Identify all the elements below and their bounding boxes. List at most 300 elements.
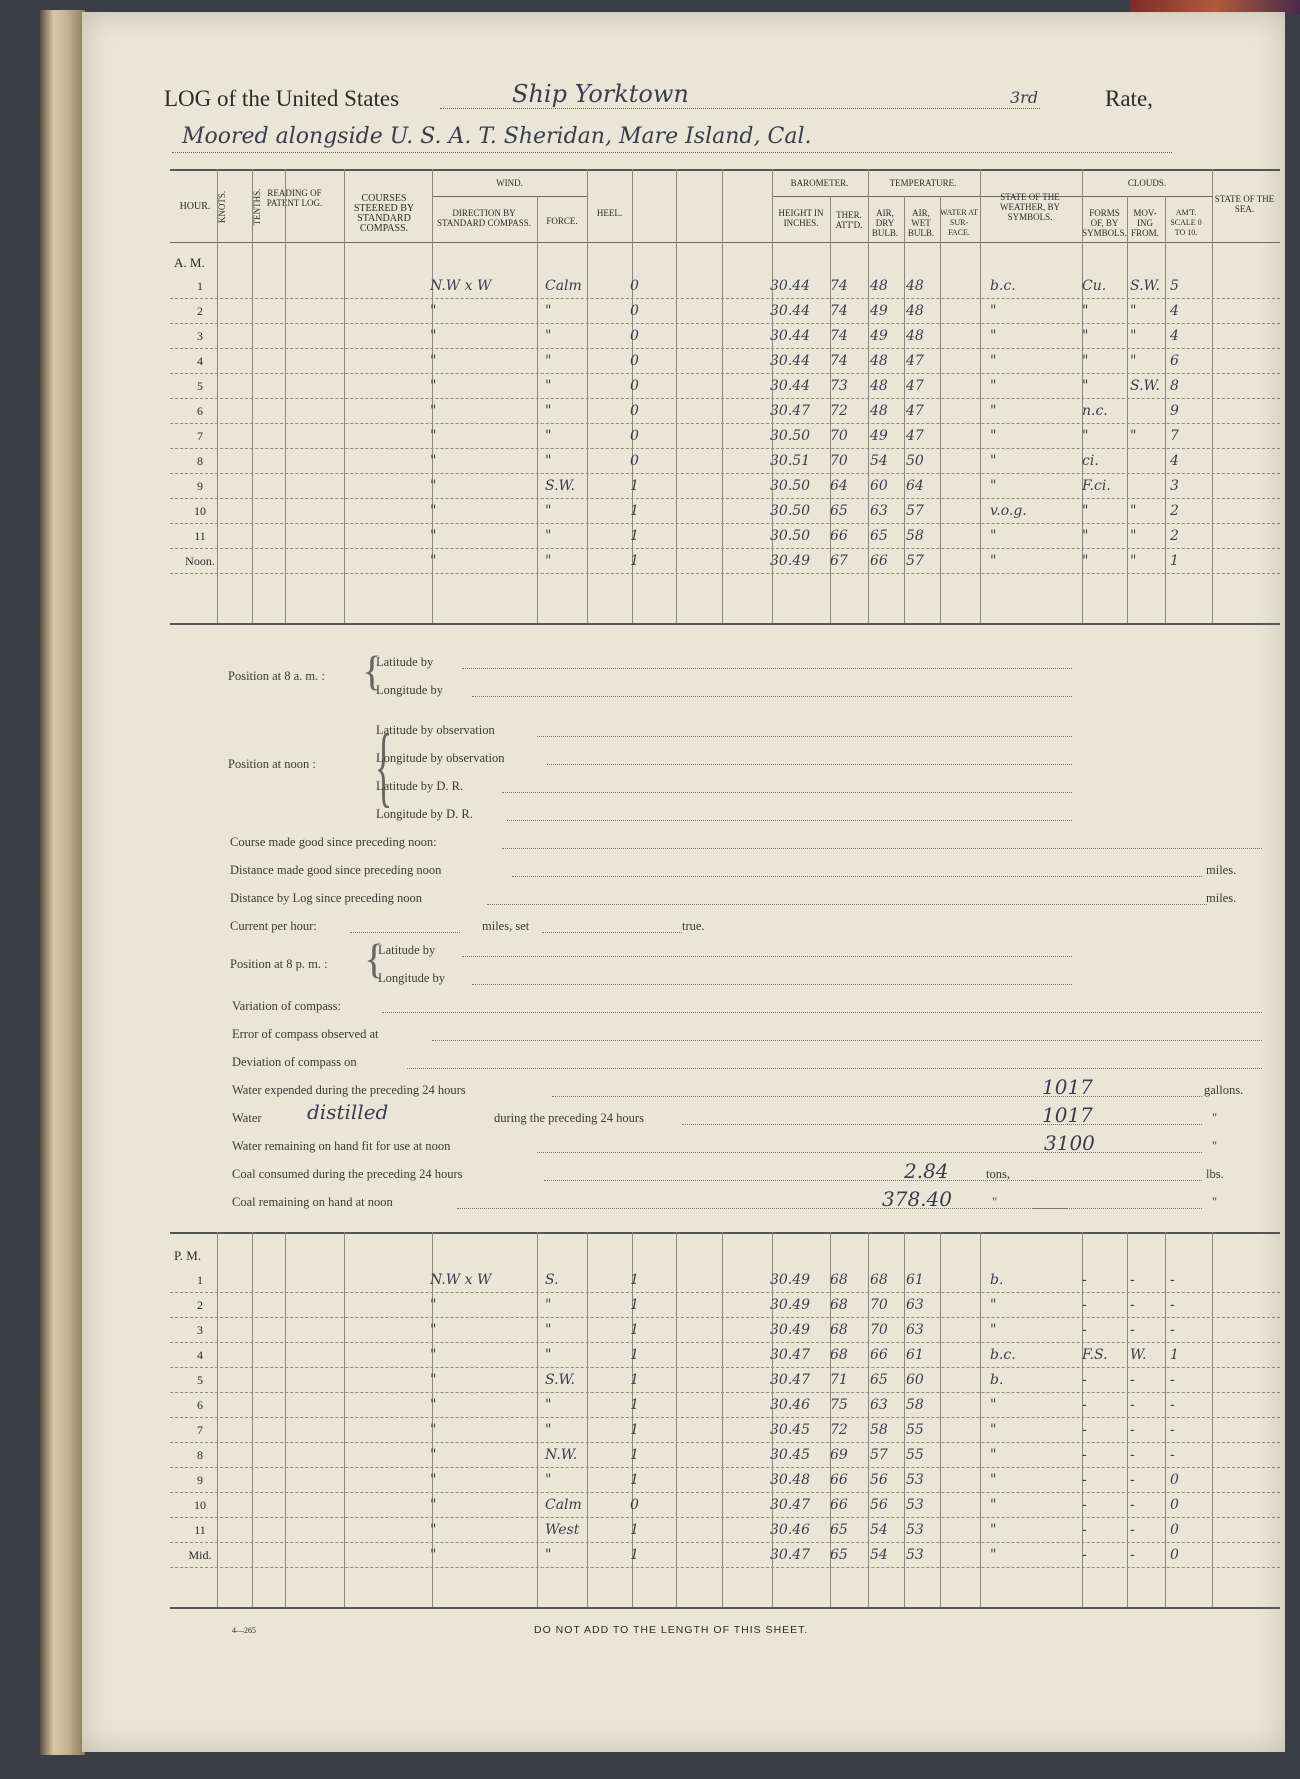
col-patent-log: READING OF PATENT LOG. xyxy=(266,188,323,208)
am-cell-baro: 30.51 xyxy=(770,453,811,469)
am-cell-ther: 74 xyxy=(830,303,848,319)
am-cell-weather: " xyxy=(990,328,997,344)
pm-cell-amt: 0 xyxy=(1170,1497,1179,1513)
am-cell-weather: b.c. xyxy=(990,278,1016,294)
pm-cell-course: " xyxy=(430,1372,437,1388)
am-cell-force: 0 xyxy=(630,378,639,394)
am-cell-baro: 30.44 xyxy=(770,378,811,394)
am-cell-weather: " xyxy=(990,303,997,319)
am-cell-amt: 8 xyxy=(1170,378,1179,394)
col-tenths: TENTHS. xyxy=(252,188,262,226)
pm-cell-force: 1 xyxy=(630,1272,639,1288)
pm-cell-forms: - xyxy=(1082,1422,1087,1438)
water-expended-label: Water expended during the preceding 24 hours xyxy=(232,1083,466,1097)
pm-cell-force: 1 xyxy=(630,1547,639,1563)
pm-cell-course: " xyxy=(430,1522,437,1538)
pm-cell-baro: 30.49 xyxy=(770,1272,811,1288)
pm-cell-hour: 8 xyxy=(197,1448,203,1462)
pm-cell-wet: 60 xyxy=(906,1372,924,1388)
pm-cell-dry: 65 xyxy=(870,1372,888,1388)
pm-row xyxy=(170,1468,1280,1493)
pm-cell-ther: 69 xyxy=(830,1447,848,1463)
pm-cell-course: " xyxy=(430,1472,437,1488)
am-cell-forms: n.c. xyxy=(1082,403,1108,419)
pm-cell-ther: 66 xyxy=(830,1497,848,1513)
form-number: 4—265 xyxy=(232,1626,256,1635)
am-cell-moving: " xyxy=(1130,328,1137,344)
am-cell-wet: 47 xyxy=(906,428,924,444)
miles-label: miles. xyxy=(1206,863,1237,877)
pm-cell-wind: West xyxy=(545,1522,580,1538)
am-cell-course: " xyxy=(430,403,437,419)
am-cell-weather: v.o.g. xyxy=(990,503,1027,519)
am-cell-amt: 4 xyxy=(1170,328,1179,344)
pm-cell-wind: " xyxy=(545,1297,552,1313)
col-sea: STATE OF THE SEA. xyxy=(1214,194,1275,214)
pm-cell-force: 1 xyxy=(630,1422,639,1438)
pm-cell-amt: - xyxy=(1170,1272,1175,1288)
pm-cell-wind: " xyxy=(545,1397,552,1413)
pm-cell-wet: 63 xyxy=(906,1322,924,1338)
am-cell-dry: 48 xyxy=(870,353,888,369)
am-cell-wind: " xyxy=(545,353,552,369)
pm-cell-amt: - xyxy=(1170,1297,1175,1313)
am-cell-wind: Calm xyxy=(545,278,582,294)
am-cell-dry: 60 xyxy=(870,478,888,494)
pm-cell-ther: 68 xyxy=(830,1272,848,1288)
am-cell-wind: S.W. xyxy=(545,478,575,494)
current-per-hour: Current per hour: xyxy=(230,919,317,933)
am-cell-wet: 48 xyxy=(906,303,924,319)
pm-cell-weather: b. xyxy=(990,1272,1004,1288)
pm-cell-forms: - xyxy=(1082,1272,1087,1288)
am-cell-wind: " xyxy=(545,428,552,444)
deviation-of-compass: Deviation of compass on xyxy=(232,1055,357,1069)
am-cell-ther: 66 xyxy=(830,528,848,544)
am-cell-force: 1 xyxy=(630,553,639,569)
am-cell-wet: 48 xyxy=(906,278,924,294)
pm-cell-baro: 30.47 xyxy=(770,1497,811,1513)
pm-cell-ther: 68 xyxy=(830,1322,848,1338)
pm-cell-baro: 30.46 xyxy=(770,1522,811,1538)
am-cell-amt: 5 xyxy=(1170,278,1179,294)
pm-cell-moving: - xyxy=(1130,1272,1135,1288)
am-cell-amt: 2 xyxy=(1170,528,1179,544)
am-cell-forms: " xyxy=(1082,553,1089,569)
am-cell-course: " xyxy=(430,303,437,319)
sheet-notice: DO NOT ADD TO THE LENGTH OF THIS SHEET. xyxy=(534,1624,809,1636)
pm-row xyxy=(170,1543,1280,1568)
am-cell-weather: " xyxy=(990,378,997,394)
pm-cell-force: 1 xyxy=(630,1472,639,1488)
am-label: A. M. xyxy=(174,255,205,270)
am-cell-forms: " xyxy=(1082,303,1089,319)
ship-rate-number: 3rd xyxy=(1010,88,1039,107)
am-cell-baro: 30.50 xyxy=(770,528,811,544)
lon-by-8pm: Longitude by xyxy=(378,971,446,985)
water-distilled-value: 1017 xyxy=(1042,1103,1093,1127)
pm-cell-hour: 1 xyxy=(197,1273,203,1287)
am-cell-force: 0 xyxy=(630,303,639,319)
pos-8am-label: Position at 8 a. m. : xyxy=(228,669,325,683)
am-cell-baro: 30.44 xyxy=(770,303,811,319)
pos-noon-label: Position at noon : xyxy=(228,757,316,771)
am-cell-course: " xyxy=(430,378,437,394)
true-label: true. xyxy=(682,919,705,933)
am-cell-wet: 47 xyxy=(906,378,924,394)
am-cell-dry: 49 xyxy=(870,328,888,344)
am-cell-dry: 49 xyxy=(870,428,888,444)
am-cell-force: 0 xyxy=(630,428,639,444)
col-baro-ther: THER. ATT'D. xyxy=(835,210,863,230)
am-row xyxy=(170,299,1280,324)
pm-cell-dry: 56 xyxy=(870,1472,888,1488)
pm-row xyxy=(170,1443,1280,1468)
am-cell-amt: 6 xyxy=(1170,353,1179,369)
am-cell-weather: " xyxy=(990,453,997,469)
pm-cell-dry: 63 xyxy=(870,1397,888,1413)
am-cell-wet: 50 xyxy=(906,453,924,469)
am-cell-course: " xyxy=(430,428,437,444)
am-cell-hour: Noon. xyxy=(185,554,215,568)
coal-remaining-label: Coal remaining on hand at noon xyxy=(232,1195,393,1209)
am-cell-course: " xyxy=(430,478,437,494)
am-cell-ther: 72 xyxy=(830,403,848,419)
pm-cell-baro: 30.49 xyxy=(770,1297,811,1313)
am-cell-moving: " xyxy=(1130,303,1137,319)
pm-cell-forms: F.S. xyxy=(1082,1347,1108,1363)
miles-label-2: miles. xyxy=(1206,891,1237,905)
pm-cell-baro: 30.47 xyxy=(770,1547,811,1563)
pm-cell-wind: N.W. xyxy=(545,1447,578,1463)
pm-cell-hour: 9 xyxy=(197,1473,203,1487)
ditto-mark-1: " xyxy=(1212,1111,1218,1125)
am-cell-hour: 4 xyxy=(197,354,203,368)
am-row xyxy=(170,399,1280,424)
pm-cell-force: 1 xyxy=(630,1297,639,1313)
am-row xyxy=(170,374,1280,399)
am-row xyxy=(170,424,1280,449)
pm-cell-moving: - xyxy=(1130,1297,1135,1313)
pm-cell-wind: " xyxy=(545,1472,552,1488)
am-cell-baro: 30.47 xyxy=(770,403,811,419)
pm-cell-hour: 4 xyxy=(197,1348,203,1362)
water-during-label: during the preceding 24 hours xyxy=(494,1111,644,1125)
am-cell-forms: ci. xyxy=(1082,453,1099,469)
lon-obs: Longitude by observation xyxy=(376,751,505,765)
pm-cell-moving: - xyxy=(1130,1447,1135,1463)
pm-cell-wet: 61 xyxy=(906,1347,924,1363)
pm-cell-weather: " xyxy=(990,1547,997,1563)
coal-consumed-value: 2.84 xyxy=(904,1159,949,1183)
am-cell-ther: 74 xyxy=(830,353,848,369)
pm-cell-weather: " xyxy=(990,1497,997,1513)
lon-dr: Longitude by D. R. xyxy=(376,807,473,821)
am-cell-moving: " xyxy=(1130,503,1137,519)
pm-cell-force: 1 xyxy=(630,1397,639,1413)
pm-cell-forms: - xyxy=(1082,1472,1087,1488)
am-cell-course: N.W x W xyxy=(430,278,492,294)
am-cell-amt: 7 xyxy=(1170,428,1179,444)
am-cell-force: 0 xyxy=(630,278,639,294)
pm-cell-ther: 71 xyxy=(830,1372,848,1388)
am-row xyxy=(170,449,1280,474)
pm-cell-weather: " xyxy=(990,1322,997,1338)
pm-cell-course: " xyxy=(430,1347,437,1363)
am-row xyxy=(170,549,1280,574)
am-cell-wet: 48 xyxy=(906,328,924,344)
pm-cell-course: " xyxy=(430,1497,437,1513)
pm-cell-dry: 66 xyxy=(870,1347,888,1363)
am-cell-moving: " xyxy=(1130,553,1137,569)
am-cell-force: 0 xyxy=(630,328,639,344)
am-cell-dry: 65 xyxy=(870,528,888,544)
pm-row xyxy=(170,1293,1280,1318)
pm-cell-ther: 66 xyxy=(830,1472,848,1488)
am-cell-weather: " xyxy=(990,528,997,544)
ditto-mark-4: " xyxy=(1212,1195,1218,1209)
am-row xyxy=(170,524,1280,549)
am-cell-baro: 30.50 xyxy=(770,428,811,444)
col-wind-force: FORCE. xyxy=(546,216,578,226)
am-cell-wind: " xyxy=(545,553,552,569)
am-cell-dry: 48 xyxy=(870,403,888,419)
lat-dr: Latitude by D. R. xyxy=(376,779,464,793)
pm-cell-course: " xyxy=(430,1547,437,1563)
am-cell-baro: 30.49 xyxy=(770,553,811,569)
am-cell-moving: " xyxy=(1130,353,1137,369)
pm-cell-weather: " xyxy=(990,1297,997,1313)
pm-cell-dry: 70 xyxy=(870,1297,888,1313)
col-cloud-moving: MOV-ING FROM. xyxy=(1131,208,1159,238)
am-cell-forms: " xyxy=(1082,378,1089,394)
pm-cell-hour: 3 xyxy=(197,1323,203,1337)
am-cell-moving: S.W. xyxy=(1130,378,1160,394)
pm-cell-wet: 53 xyxy=(906,1522,924,1538)
am-cell-amt: 9 xyxy=(1170,403,1179,419)
pm-cell-weather: " xyxy=(990,1522,997,1538)
col-temperature: TEMPERATURE. xyxy=(889,178,957,188)
am-cell-amt: 4 xyxy=(1170,303,1179,319)
am-cell-baro: 30.44 xyxy=(770,328,811,344)
pm-cell-moving: - xyxy=(1130,1322,1135,1338)
pm-cell-baro: 30.49 xyxy=(770,1322,811,1338)
pm-cell-wind: " xyxy=(545,1347,552,1363)
am-cell-baro: 30.44 xyxy=(770,353,811,369)
am-row xyxy=(170,274,1280,299)
pm-cell-force: 0 xyxy=(630,1497,639,1513)
pm-cell-course: N.W x W xyxy=(430,1272,492,1288)
pm-row xyxy=(170,1368,1280,1393)
am-cell-hour: 3 xyxy=(197,329,203,343)
water-remaining-value: 3100 xyxy=(1044,1131,1095,1155)
water-remaining-label: Water remaining on hand fit for use at noon xyxy=(232,1139,451,1153)
am-cell-ther: 67 xyxy=(830,553,848,569)
pm-cell-dry: 68 xyxy=(870,1272,888,1288)
mooring-location: Moored alongside U. S. A. T. Sheridan, Mare Island, Cal. xyxy=(182,124,812,149)
error-of-compass: Error of compass observed at xyxy=(232,1027,379,1041)
am-cell-weather: " xyxy=(990,403,997,419)
col-barometer: BAROMETER. xyxy=(790,178,849,188)
am-row xyxy=(170,324,1280,349)
am-cell-wind: " xyxy=(545,528,552,544)
miles-set: miles, set xyxy=(482,919,530,933)
coal-remaining-value: 378.40 xyxy=(882,1187,952,1211)
pm-label: P. M. xyxy=(174,1248,202,1263)
pm-cell-amt: 1 xyxy=(1170,1347,1179,1363)
pm-cell-ther: 65 xyxy=(830,1522,848,1538)
water-label: Water xyxy=(232,1111,262,1125)
pm-cell-amt: 0 xyxy=(1170,1522,1179,1538)
pm-cell-amt: 0 xyxy=(1170,1547,1179,1563)
pm-cell-amt: - xyxy=(1170,1397,1175,1413)
am-cell-wind: " xyxy=(545,453,552,469)
am-cell-wind: " xyxy=(545,503,552,519)
pm-cell-wet: 55 xyxy=(906,1422,924,1438)
am-cell-force: 1 xyxy=(630,528,639,544)
log-sheet: LOG of the United States Ship Yorktown 3rd Rate, Moored alongside U. S. A. T. Sheridan, Mare Island, Cal. HOUR. KNOTS. TENTHS. READING OF PATENT LOG. COURSES STEERED BY STANDARD COMPASS. WIND. DIRECTION BY STANDARD COMPASS. FORCE. HEEL. BAROMETER. HEIGHT IN INCHES. THER. ATT'D. TEMPERATURE. AIR, DRY BULB. AIR, WET BULB. WATER AT SUR-FACE. STATE OF THE WEATHER, BY SYMBOLS. CLOUDS. FORMS OF, BY SYMBOLS. MOV-ING FROM. AM'T. SCALE 0 TO 10. STATE OF THE SEA. A. M. 1 N.W x W Calm 0 30.44 74 48 48 b.c. Cu. S.W. 5 2 " " 0 30.44 74 49 48 " " " 4 3 " " 0 30.44 74 49 48 " " " 4 4 " " 0 30.44 74 48 47 " " " 6 5 " " 0 30.44 73 48 47 " " S.W. 8 6 " " 0 30.47 72 48 47 " n.c. 9 7 " " 0 30.50 70 49 47 " " " 7 8 " " 0 30.51 70 54 50 " ci. 4 9 " S.W. 1 30.50 64 60 64 " F.ci. 3 10 " " 1 30.50 65 63 57 v.o.g. " " 2 11 " " 1 30.50 66 65 58 " " " 2 Noon. " " 1 30.49 67 66 57 " " " 1 Position at 8 a. m. : { Latitude by Longitude by Position at noon : { Latitude by observation Longitude by observation Latitude by D. R. Longitude by D. R. Course made good since preceding noon: Distance made good since preceding noon miles. Distance by Log since preceding noon miles. Current per hour: miles, set true. Position at 8 p. m. : { Latitude by Longitude by Variation of compass: Error of compass observed at Deviation of compass on Water expended during the preceding 24 hours 1017 gallons. Water distilled during the preceding 24 hours 1017 " Water remaining on hand fit for use at noon 3100 " Coal consumed during the preceding 24 hours 2.84 tons, lbs. Coal remaining on hand at noon 378.40 " " P. M. 1 N.W x W S. 1 30.49 68 68 61 b. - - - 2 " " 1 30.49 68 70 63 " - - - 3 " " 1 30.49 68 70 63 " - - - 4 " " 1 30.47 68 66 61 b.c. F.S. W. 1 5 " S.W. 1 30.47 71 65 60 b. - - - 6 " " 1 30.46 75 63 58 " - - - 7 " " 1 30.45 72 58 55 " - - - 8 " N.W. 1 30.45 69 57 55 " - - - 9 " " 1 30.48 66 56 53 " - - 0 10 " Calm 0 30.47 66 56 53 " - - 0 11 " West 1 30.46 65 54 53 " - - 0 Mid. " " 1 30.47 65 54 53 " - - 0 4—265 DO NOT ADD TO THE LENGTH OF THIS SHEET. xyxy=(82,12,1285,1752)
tons-label: tons, xyxy=(986,1167,1010,1181)
am-cell-amt: 1 xyxy=(1170,553,1179,569)
am-cell-forms: Cu. xyxy=(1082,278,1107,294)
am-cell-wind: " xyxy=(545,303,552,319)
pm-cell-forms: - xyxy=(1082,1397,1087,1413)
pm-cell-ther: 65 xyxy=(830,1547,848,1563)
pm-cell-course: " xyxy=(430,1297,437,1313)
course-made-good: Course made good since preceding noon: xyxy=(230,835,437,849)
am-cell-dry: 48 xyxy=(870,378,888,394)
am-cell-hour: 10 xyxy=(194,504,206,518)
log-title: LOG of the United States xyxy=(164,86,400,111)
pm-cell-moving: W. xyxy=(1130,1347,1147,1363)
am-cell-dry: 48 xyxy=(870,278,888,294)
am-cell-ther: 64 xyxy=(830,478,848,494)
rate-label: Rate, xyxy=(1105,86,1153,111)
pm-cell-wind: " xyxy=(545,1547,552,1563)
pm-cell-dry: 54 xyxy=(870,1522,888,1538)
pm-cell-dry: 56 xyxy=(870,1497,888,1513)
pm-cell-weather: " xyxy=(990,1422,997,1438)
pm-cell-forms: - xyxy=(1082,1297,1087,1313)
am-cell-force: 0 xyxy=(630,403,639,419)
coal-consumed-label: Coal consumed during the preceding 24 hours xyxy=(232,1167,463,1181)
pm-row xyxy=(170,1343,1280,1368)
am-cell-course: " xyxy=(430,453,437,469)
am-cell-weather: " xyxy=(990,353,997,369)
pm-cell-course: " xyxy=(430,1422,437,1438)
pm-cell-wet: 53 xyxy=(906,1472,924,1488)
am-cell-weather: " xyxy=(990,428,997,444)
pm-cell-amt: - xyxy=(1170,1447,1175,1463)
pm-cell-moving: - xyxy=(1130,1397,1135,1413)
pm-cell-baro: 30.47 xyxy=(770,1347,811,1363)
pm-cell-wind: Calm xyxy=(545,1497,582,1513)
col-cloud-amount: AM'T. SCALE 0 TO 10. xyxy=(1170,208,1202,237)
pm-cell-wind: " xyxy=(545,1422,552,1438)
am-cell-baro: 30.44 xyxy=(770,278,811,294)
am-cell-wind: " xyxy=(545,403,552,419)
am-cell-wet: 57 xyxy=(906,503,924,519)
pm-cell-wind: S. xyxy=(545,1272,559,1288)
col-temp-dry: AIR, DRY BULB. xyxy=(871,208,899,238)
col-hour: HOUR. xyxy=(179,201,211,212)
pm-cell-amt: - xyxy=(1170,1372,1175,1388)
pm-row xyxy=(170,1493,1280,1518)
am-cell-forms: " xyxy=(1082,328,1089,344)
pm-cell-force: 1 xyxy=(630,1322,639,1338)
pm-cell-baro: 30.45 xyxy=(770,1422,811,1438)
am-cell-weather: " xyxy=(990,478,997,494)
pm-cell-forms: - xyxy=(1082,1447,1087,1463)
pm-cell-ther: 75 xyxy=(830,1397,848,1413)
pm-cell-force: 1 xyxy=(630,1522,639,1538)
am-cell-hour: 7 xyxy=(197,429,203,443)
am-cell-ther: 65 xyxy=(830,503,848,519)
pm-cell-wet: 55 xyxy=(906,1447,924,1463)
pm-cell-hour: 2 xyxy=(197,1298,203,1312)
am-cell-dry: 63 xyxy=(870,503,888,519)
am-cell-dry: 54 xyxy=(870,453,888,469)
pm-row xyxy=(170,1318,1280,1343)
lon-by-8am: Longitude by xyxy=(376,683,444,697)
pm-cell-dry: 58 xyxy=(870,1422,888,1438)
am-cell-course: " xyxy=(430,353,437,369)
am-cell-hour: 11 xyxy=(194,529,206,543)
am-cell-wind: " xyxy=(545,378,552,394)
pm-cell-ther: 72 xyxy=(830,1422,848,1438)
pm-cell-wind: " xyxy=(545,1322,552,1338)
am-cell-hour: 9 xyxy=(197,479,203,493)
col-cloud-forms: FORMS OF, BY SYMBOLS. xyxy=(1082,208,1127,238)
am-cell-baro: 30.50 xyxy=(770,503,811,519)
am-row xyxy=(170,499,1280,524)
am-cell-hour: 1 xyxy=(197,279,203,293)
pm-cell-moving: - xyxy=(1130,1547,1135,1563)
pm-row xyxy=(170,1393,1280,1418)
am-cell-ther: 70 xyxy=(830,453,848,469)
pm-cell-hour: 5 xyxy=(197,1373,203,1387)
pm-cell-wet: 63 xyxy=(906,1297,924,1313)
pm-cell-baro: 30.47 xyxy=(770,1372,811,1388)
pm-cell-weather: " xyxy=(990,1397,997,1413)
am-cell-wet: 64 xyxy=(906,478,924,494)
am-row xyxy=(170,474,1280,499)
am-cell-ther: 74 xyxy=(830,278,848,294)
am-cell-wet: 47 xyxy=(906,353,924,369)
pm-cell-forms: - xyxy=(1082,1497,1087,1513)
pm-row xyxy=(170,1518,1280,1543)
am-cell-hour: 6 xyxy=(197,404,203,418)
pm-cell-force: 1 xyxy=(630,1347,639,1363)
pm-cell-force: 1 xyxy=(630,1447,639,1463)
am-cell-forms: " xyxy=(1082,353,1089,369)
pm-cell-wet: 53 xyxy=(906,1547,924,1563)
pm-cell-forms: - xyxy=(1082,1372,1087,1388)
am-cell-force: 1 xyxy=(630,503,639,519)
pm-cell-course: " xyxy=(430,1447,437,1463)
am-cell-moving: " xyxy=(1130,528,1137,544)
pm-cell-moving: - xyxy=(1130,1472,1135,1488)
pm-cell-forms: - xyxy=(1082,1522,1087,1538)
am-cell-moving: S.W. xyxy=(1130,278,1160,294)
distance-made-good: Distance made good since preceding noon xyxy=(230,863,442,877)
am-cell-forms: " xyxy=(1082,503,1089,519)
pm-cell-dry: 54 xyxy=(870,1547,888,1563)
ditto-mark-3: " xyxy=(992,1195,998,1209)
am-cell-forms: " xyxy=(1082,528,1089,544)
pm-cell-wet: 53 xyxy=(906,1497,924,1513)
pos-8pm-label: Position at 8 p. m. : xyxy=(230,957,328,971)
